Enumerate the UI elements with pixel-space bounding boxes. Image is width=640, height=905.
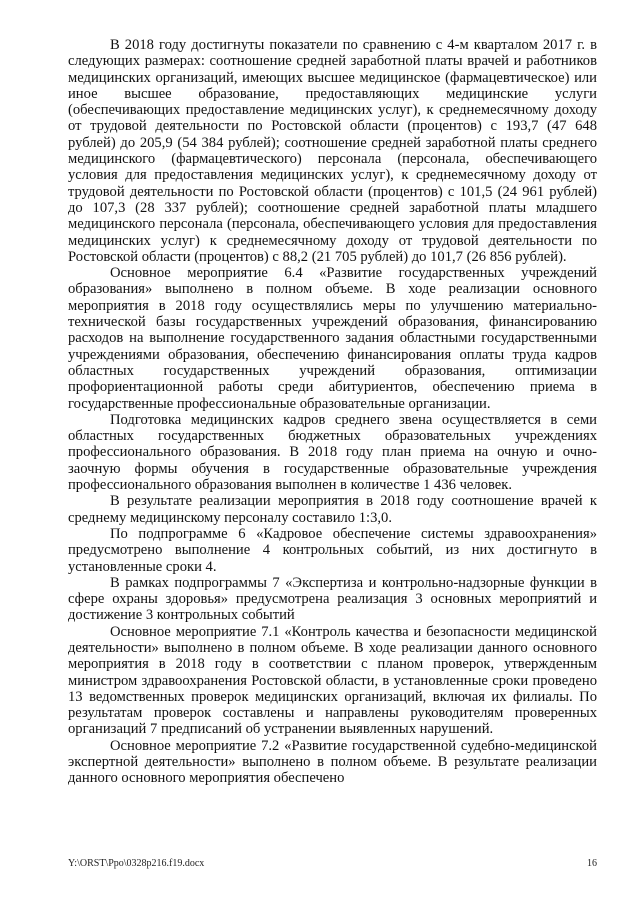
page-number: 16: [587, 858, 597, 869]
paragraph-subprogram-6-events: По подпрограмме 6 «Кадровое обеспечение системы здравоохранения» предусмотрено выполнение 4 контрольных событий, из них достигнуто в установленные сроки 4.: [68, 525, 597, 575]
paragraph-training-mid-level-staff: Подготовка медицинских кадров среднего звена осуществляется в семи областных государственных бюджетных образовательных учреждениях профессионального образования. В 2018 году план приема на очную и очно-заочную формы обучения в государственные образовательные учреждения профессионального образования выполнен в количестве 1 436 человек.: [68, 411, 597, 494]
document-body: [68, 37, 597, 787]
paragraph-measure-7-1: Основное мероприятие 7.1 «Контроль качества и безопасности медицинской деятельности» выполнено в полном объеме. В ходе реализации данного основного мероприятия в 2018 году в соответствии с планом проверок, утвержденным министром здравоохранения Ростовской области, в установленные сроки проведено 13 ведомственных проверок медицинских организаций, включая их филиалы. По результатам проверок составлены и направлены руководителям проверенных организаций 7 предписаний об устранении выявленных нарушений.: [68, 623, 597, 738]
paragraph-salary-indicators: В 2018 году достигнуты показатели по сравнению с 4-м кварталом 2017 г. в следующих размерах: соотношение средней заработной платы врачей и работников медицинских организаций, имеющих высшее медицинское (фармацевтическое) или иное высшее образование, предоставляющих медицинские услуги (обеспечивающих предоставление медицинских услуг), к среднемесячному доходу от трудовой деятельности по Ростовской области (процентов) с 193,7 (47 648 рублей) до 205,9 (54 384 рублей); соотношение средней заработной платы среднего медицинского (фармацевтического) персонала (персонала, обеспечивающего условия для предоставления медицинских услуг), к среднемесячному доходу от трудовой деятельности по Ростовской области (процентов) с 101,5 (24 961 рублей) до 107,3 (28 337 рублей); соотношение средней заработной платы младшего медицинского персонала (персонала, обеспечивающего условия для предоставления медицинских услуг) к среднемесячному доходу от трудовой деятельности по Ростовской области (процентов) с 88,2 (21 705 рублей) до 101,7 (26 856 рублей).: [68, 37, 597, 265]
paragraph-measure-7-2: Основное мероприятие 7.2 «Развитие государственной судебно-медицинской экспертной деятельности» выполнено в полном объеме. В результате реализации данного основного мероприятия обеспечено: [68, 737, 597, 787]
paragraph-measure-6-4: Основное мероприятие 6.4 «Развитие государственных учреждений образования» выполнено в полном объеме. В ходе реализации основного мероприятия в 2018 году осуществлялись меры по улучшению материально-технической базы государственных учреждений образования, финансированию расходов на выполнение государственного задания областными государственными учреждениями образования, обеспечению финансирования оплаты труда кадров областных государственных учреждений образования, оптимизации профориентационной работы среди абитуриентов, обеспечению приема в государственные профессиональные образовательные организации.: [68, 265, 597, 412]
paragraph-doctor-nurse-ratio: В результате реализации мероприятия в 2018 году соотношение врачей к среднему медицинскому персоналу составило 1:3,0.: [68, 493, 597, 526]
page-footer: [68, 858, 597, 872]
footer-file-path: Y:\ORST\Ppo\0328p216.f19.docx: [68, 858, 205, 869]
paragraph-subprogram-7-intro: В рамках подпрограммы 7 «Экспертиза и контрольно-надзорные функции в сфере охраны здоровья» предусмотрена реализация 3 основных мероприятий и достижение 3 контрольных событий: [68, 574, 597, 624]
